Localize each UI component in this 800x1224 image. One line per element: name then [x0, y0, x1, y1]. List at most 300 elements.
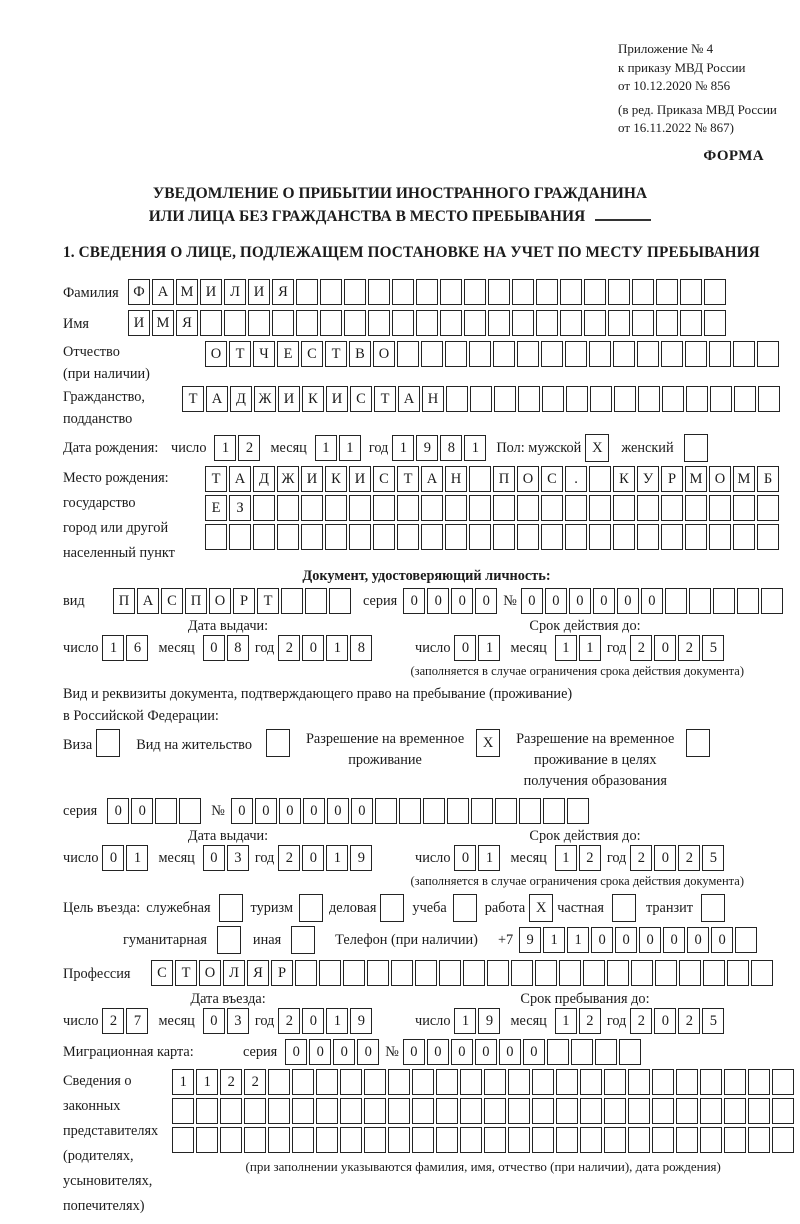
char-box[interactable]	[536, 310, 558, 336]
char-box[interactable]: 0	[593, 588, 615, 614]
char-box[interactable]: М	[685, 466, 707, 492]
char-box[interactable]: А	[206, 386, 228, 412]
char-box[interactable]	[446, 386, 468, 412]
char-box[interactable]: 2	[278, 1008, 300, 1034]
char-box[interactable]: Л	[224, 279, 246, 305]
char-box[interactable]	[584, 310, 606, 336]
char-box[interactable]	[205, 524, 227, 550]
char-box[interactable]	[495, 798, 517, 824]
char-box[interactable]	[700, 1098, 722, 1124]
char-box[interactable]: 0	[654, 1008, 676, 1034]
char-box[interactable]	[628, 1127, 650, 1153]
char-box[interactable]: 1	[326, 845, 348, 871]
char-box[interactable]	[488, 279, 510, 305]
char-box[interactable]	[532, 1098, 554, 1124]
char-box[interactable]: О	[709, 466, 731, 492]
char-box[interactable]	[512, 279, 534, 305]
char-box[interactable]: 0	[499, 1039, 521, 1065]
char-box[interactable]	[469, 466, 491, 492]
char-box[interactable]	[292, 1098, 314, 1124]
char-box[interactable]	[656, 279, 678, 305]
char-box[interactable]	[604, 1127, 626, 1153]
char-box[interactable]	[567, 798, 589, 824]
char-box[interactable]	[709, 495, 731, 521]
char-box[interactable]	[469, 341, 491, 367]
char-box[interactable]: 0	[302, 635, 324, 661]
char-box[interactable]: 1	[543, 927, 565, 953]
char-box[interactable]: 5	[702, 845, 724, 871]
char-box[interactable]: А	[229, 466, 251, 492]
char-box[interactable]: Т	[325, 341, 347, 367]
char-box[interactable]: С	[161, 588, 183, 614]
char-box[interactable]	[493, 341, 515, 367]
char-box[interactable]: 0	[475, 1039, 497, 1065]
char-box[interactable]: 0	[427, 1039, 449, 1065]
char-box[interactable]: 8	[227, 635, 249, 661]
char-box[interactable]	[391, 960, 413, 986]
char-box[interactable]: 0	[203, 635, 225, 661]
char-box[interactable]	[229, 524, 251, 550]
char-box[interactable]	[301, 495, 323, 521]
char-box[interactable]	[469, 524, 491, 550]
char-box[interactable]	[392, 310, 414, 336]
char-box[interactable]: 0	[302, 1008, 324, 1034]
char-box[interactable]	[494, 386, 516, 412]
char-box[interactable]: 0	[454, 845, 476, 871]
char-box[interactable]	[397, 341, 419, 367]
char-box[interactable]	[608, 310, 630, 336]
char-box[interactable]: О	[517, 466, 539, 492]
char-box[interactable]	[628, 1098, 650, 1124]
char-box[interactable]	[580, 1127, 602, 1153]
char-box[interactable]: Р	[271, 960, 293, 986]
char-box[interactable]	[517, 524, 539, 550]
char-box[interactable]	[484, 1127, 506, 1153]
char-box[interactable]	[733, 495, 755, 521]
char-box[interactable]	[244, 1098, 266, 1124]
char-box[interactable]	[724, 1098, 746, 1124]
char-box[interactable]	[397, 495, 419, 521]
char-box[interactable]	[724, 1127, 746, 1153]
char-box[interactable]	[589, 495, 611, 521]
char-box[interactable]	[464, 279, 486, 305]
char-box[interactable]: И	[248, 279, 270, 305]
char-box[interactable]	[661, 495, 683, 521]
char-box[interactable]	[464, 310, 486, 336]
char-box[interactable]	[704, 310, 726, 336]
char-box[interactable]	[517, 341, 539, 367]
char-box[interactable]: 0	[403, 1039, 425, 1065]
char-box[interactable]	[96, 729, 120, 757]
char-box[interactable]	[375, 798, 397, 824]
char-box[interactable]	[460, 1098, 482, 1124]
char-box[interactable]	[733, 524, 755, 550]
char-box[interactable]: 0	[523, 1039, 545, 1065]
char-box[interactable]	[295, 960, 317, 986]
char-box[interactable]	[748, 1127, 770, 1153]
char-box[interactable]: 2	[579, 845, 601, 871]
char-box[interactable]	[299, 894, 323, 922]
char-box[interactable]	[388, 1069, 410, 1095]
char-box[interactable]	[325, 495, 347, 521]
char-box[interactable]: 2	[278, 845, 300, 871]
char-box[interactable]	[268, 1127, 290, 1153]
char-box[interactable]	[676, 1069, 698, 1095]
char-box[interactable]	[266, 729, 290, 757]
char-box[interactable]	[556, 1098, 578, 1124]
char-box[interactable]	[219, 894, 243, 922]
char-box[interactable]	[469, 495, 491, 521]
char-box[interactable]: Н	[422, 386, 444, 412]
char-box[interactable]: 0	[475, 588, 497, 614]
char-box[interactable]: 0	[454, 635, 476, 661]
char-box[interactable]	[277, 495, 299, 521]
char-box[interactable]: А	[137, 588, 159, 614]
char-box[interactable]	[583, 960, 605, 986]
char-box[interactable]: 0	[231, 798, 253, 824]
char-box[interactable]	[761, 588, 783, 614]
char-box[interactable]	[661, 341, 683, 367]
char-box[interactable]	[340, 1069, 362, 1095]
char-box[interactable]	[584, 279, 606, 305]
char-box[interactable]: 0	[639, 927, 661, 953]
char-box[interactable]	[421, 524, 443, 550]
char-box[interactable]: Т	[205, 466, 227, 492]
char-box[interactable]: Ч	[253, 341, 275, 367]
char-box[interactable]	[512, 310, 534, 336]
char-box[interactable]	[453, 894, 477, 922]
char-box[interactable]	[604, 1069, 626, 1095]
char-box[interactable]	[368, 279, 390, 305]
char-box[interactable]	[253, 524, 275, 550]
char-box[interactable]	[560, 310, 582, 336]
char-box[interactable]: Р	[233, 588, 255, 614]
char-box[interactable]: 1	[326, 1008, 348, 1034]
char-box[interactable]	[656, 310, 678, 336]
char-box[interactable]: 0	[309, 1039, 331, 1065]
char-box[interactable]	[373, 524, 395, 550]
char-box[interactable]: 0	[654, 635, 676, 661]
char-box[interactable]	[632, 279, 654, 305]
char-box[interactable]: О	[209, 588, 231, 614]
char-box[interactable]: 0	[521, 588, 543, 614]
char-box[interactable]	[493, 495, 515, 521]
char-box[interactable]: 2	[630, 635, 652, 661]
char-box[interactable]: 0	[687, 927, 709, 953]
char-box[interactable]	[244, 1127, 266, 1153]
char-box[interactable]: К	[302, 386, 324, 412]
char-box[interactable]: 0	[357, 1039, 379, 1065]
char-box[interactable]: 3	[227, 845, 249, 871]
char-box[interactable]: 0	[203, 845, 225, 871]
char-box[interactable]	[604, 1098, 626, 1124]
char-box[interactable]: У	[637, 466, 659, 492]
char-box[interactable]	[571, 1039, 593, 1065]
char-box[interactable]	[748, 1098, 770, 1124]
char-box[interactable]: 1	[102, 635, 124, 661]
char-box[interactable]	[364, 1127, 386, 1153]
char-box[interactable]	[700, 1127, 722, 1153]
char-box[interactable]	[727, 960, 749, 986]
char-box[interactable]	[655, 960, 677, 986]
char-box[interactable]	[652, 1069, 674, 1095]
char-box[interactable]: 0	[545, 588, 567, 614]
char-box[interactable]: Т	[182, 386, 204, 412]
char-box[interactable]	[364, 1069, 386, 1095]
char-box[interactable]	[734, 386, 756, 412]
char-box[interactable]: 1	[555, 635, 577, 661]
char-box[interactable]	[421, 341, 443, 367]
char-box[interactable]	[565, 495, 587, 521]
char-box[interactable]: 0	[333, 1039, 355, 1065]
char-box[interactable]	[686, 729, 710, 757]
char-box[interactable]	[460, 1069, 482, 1095]
char-box[interactable]	[272, 310, 294, 336]
char-box[interactable]	[589, 466, 611, 492]
char-box[interactable]	[416, 279, 438, 305]
char-box[interactable]: М	[176, 279, 198, 305]
char-box[interactable]	[638, 386, 660, 412]
char-box[interactable]: 9	[350, 845, 372, 871]
char-box[interactable]: 1	[339, 435, 361, 461]
char-box[interactable]: 1	[555, 845, 577, 871]
char-box[interactable]: И	[301, 466, 323, 492]
char-box[interactable]: И	[128, 310, 150, 336]
char-box[interactable]	[724, 1069, 746, 1095]
char-box[interactable]	[344, 279, 366, 305]
char-box[interactable]: 0	[615, 927, 637, 953]
char-box[interactable]: Я	[272, 279, 294, 305]
char-box[interactable]	[399, 798, 421, 824]
char-box[interactable]	[155, 798, 177, 824]
char-box[interactable]: И	[278, 386, 300, 412]
char-box[interactable]: 2	[630, 845, 652, 871]
char-box[interactable]: Н	[445, 466, 467, 492]
char-box[interactable]: 3	[227, 1008, 249, 1034]
char-box[interactable]	[508, 1098, 530, 1124]
char-box[interactable]: 2	[220, 1069, 242, 1095]
char-box[interactable]	[292, 1127, 314, 1153]
char-box[interactable]	[305, 588, 327, 614]
char-box[interactable]	[565, 341, 587, 367]
char-box[interactable]	[536, 279, 558, 305]
char-box[interactable]	[415, 960, 437, 986]
char-box[interactable]: Ж	[254, 386, 276, 412]
char-box[interactable]	[772, 1069, 794, 1095]
char-box[interactable]: Л	[223, 960, 245, 986]
char-box[interactable]: 0	[279, 798, 301, 824]
char-box[interactable]: О	[205, 341, 227, 367]
char-box[interactable]: Ж	[277, 466, 299, 492]
char-box[interactable]	[392, 279, 414, 305]
char-box[interactable]	[556, 1069, 578, 1095]
char-box[interactable]: 0	[327, 798, 349, 824]
char-box[interactable]	[439, 960, 461, 986]
char-box[interactable]: 0	[451, 1039, 473, 1065]
char-box[interactable]	[589, 524, 611, 550]
char-box[interactable]	[757, 341, 779, 367]
char-box[interactable]	[367, 960, 389, 986]
char-box[interactable]	[200, 310, 222, 336]
char-box[interactable]: 0	[654, 845, 676, 871]
char-box[interactable]: 2	[678, 845, 700, 871]
char-box[interactable]	[680, 310, 702, 336]
char-box[interactable]	[349, 524, 371, 550]
char-box[interactable]: Т	[257, 588, 279, 614]
char-box[interactable]	[619, 1039, 641, 1065]
char-box[interactable]	[589, 341, 611, 367]
char-box[interactable]	[412, 1069, 434, 1095]
char-box[interactable]	[296, 310, 318, 336]
char-box[interactable]	[595, 1039, 617, 1065]
char-box[interactable]: 1	[478, 635, 500, 661]
char-box[interactable]: X	[476, 729, 500, 757]
char-box[interactable]: 1	[196, 1069, 218, 1095]
char-box[interactable]: К	[613, 466, 635, 492]
char-box[interactable]	[316, 1127, 338, 1153]
char-box[interactable]: М	[152, 310, 174, 336]
char-box[interactable]: 7	[126, 1008, 148, 1034]
char-box[interactable]: 0	[131, 798, 153, 824]
char-box[interactable]: 0	[302, 845, 324, 871]
char-box[interactable]	[676, 1127, 698, 1153]
char-box[interactable]: Т	[374, 386, 396, 412]
char-box[interactable]	[296, 279, 318, 305]
char-box[interactable]: 2	[244, 1069, 266, 1095]
char-box[interactable]	[685, 495, 707, 521]
char-box[interactable]	[532, 1127, 554, 1153]
char-box[interactable]: 5	[702, 1008, 724, 1034]
char-box[interactable]: 6	[126, 635, 148, 661]
char-box[interactable]: Я	[247, 960, 269, 986]
char-box[interactable]	[412, 1098, 434, 1124]
char-box[interactable]	[172, 1098, 194, 1124]
char-box[interactable]: И	[326, 386, 348, 412]
char-box[interactable]: 0	[427, 588, 449, 614]
char-box[interactable]	[421, 495, 443, 521]
char-box[interactable]: 1	[392, 435, 414, 461]
char-box[interactable]	[665, 588, 687, 614]
char-box[interactable]: 0	[255, 798, 277, 824]
char-box[interactable]: Т	[175, 960, 197, 986]
char-box[interactable]: Е	[205, 495, 227, 521]
char-box[interactable]	[559, 960, 581, 986]
char-box[interactable]	[580, 1098, 602, 1124]
char-box[interactable]	[349, 495, 371, 521]
char-box[interactable]: 0	[591, 927, 613, 953]
char-box[interactable]: П	[113, 588, 135, 614]
char-box[interactable]	[757, 524, 779, 550]
char-box[interactable]: 0	[711, 927, 733, 953]
char-box[interactable]: 1	[478, 845, 500, 871]
char-box[interactable]	[710, 386, 732, 412]
char-box[interactable]	[676, 1098, 698, 1124]
char-box[interactable]: 1	[326, 635, 348, 661]
char-box[interactable]: 0	[451, 588, 473, 614]
char-box[interactable]	[508, 1069, 530, 1095]
char-box[interactable]: 9	[519, 927, 541, 953]
char-box[interactable]	[320, 310, 342, 336]
char-box[interactable]: 0	[663, 927, 685, 953]
char-box[interactable]	[637, 341, 659, 367]
char-box[interactable]: Я	[176, 310, 198, 336]
char-box[interactable]	[541, 495, 563, 521]
char-box[interactable]: Д	[230, 386, 252, 412]
char-box[interactable]	[423, 798, 445, 824]
char-box[interactable]: Т	[397, 466, 419, 492]
char-box[interactable]: А	[421, 466, 443, 492]
char-box[interactable]: М	[733, 466, 755, 492]
char-box[interactable]: 1	[567, 927, 589, 953]
char-box[interactable]	[565, 524, 587, 550]
char-box[interactable]: 0	[303, 798, 325, 824]
char-box[interactable]	[631, 960, 653, 986]
char-box[interactable]	[368, 310, 390, 336]
char-box[interactable]: Е	[277, 341, 299, 367]
char-box[interactable]	[735, 927, 757, 953]
char-box[interactable]	[248, 310, 270, 336]
char-box[interactable]	[220, 1127, 242, 1153]
char-box[interactable]	[440, 310, 462, 336]
char-box[interactable]	[340, 1127, 362, 1153]
char-box[interactable]	[436, 1098, 458, 1124]
char-box[interactable]: Ф	[128, 279, 150, 305]
char-box[interactable]	[508, 1127, 530, 1153]
char-box[interactable]	[518, 386, 540, 412]
char-box[interactable]	[608, 279, 630, 305]
char-box[interactable]	[440, 279, 462, 305]
char-box[interactable]	[614, 386, 636, 412]
char-box[interactable]	[772, 1127, 794, 1153]
char-box[interactable]	[709, 524, 731, 550]
char-box[interactable]	[463, 960, 485, 986]
char-box[interactable]: С	[541, 466, 563, 492]
char-box[interactable]: С	[373, 466, 395, 492]
char-box[interactable]: Д	[253, 466, 275, 492]
char-box[interactable]	[511, 960, 533, 986]
char-box[interactable]: В	[349, 341, 371, 367]
char-box[interactable]	[316, 1069, 338, 1095]
char-box[interactable]	[737, 588, 759, 614]
char-box[interactable]	[445, 495, 467, 521]
char-box[interactable]	[373, 495, 395, 521]
char-box[interactable]	[566, 386, 588, 412]
char-box[interactable]: .	[565, 466, 587, 492]
char-box[interactable]: 1	[214, 435, 236, 461]
char-box[interactable]	[436, 1069, 458, 1095]
char-box[interactable]	[661, 524, 683, 550]
char-box[interactable]: X	[585, 434, 609, 462]
char-box[interactable]	[556, 1127, 578, 1153]
char-box[interactable]	[632, 310, 654, 336]
char-box[interactable]	[686, 386, 708, 412]
char-box[interactable]	[484, 1098, 506, 1124]
char-box[interactable]: С	[151, 960, 173, 986]
char-box[interactable]	[543, 798, 565, 824]
char-box[interactable]	[291, 926, 315, 954]
char-box[interactable]: X	[529, 894, 553, 922]
char-box[interactable]	[253, 495, 275, 521]
char-box[interactable]	[320, 279, 342, 305]
char-box[interactable]: 0	[641, 588, 663, 614]
char-box[interactable]	[652, 1127, 674, 1153]
char-box[interactable]	[637, 524, 659, 550]
char-box[interactable]: 0	[203, 1008, 225, 1034]
char-box[interactable]: П	[493, 466, 515, 492]
char-box[interactable]	[680, 279, 702, 305]
char-box[interactable]	[412, 1127, 434, 1153]
char-box[interactable]: О	[373, 341, 395, 367]
